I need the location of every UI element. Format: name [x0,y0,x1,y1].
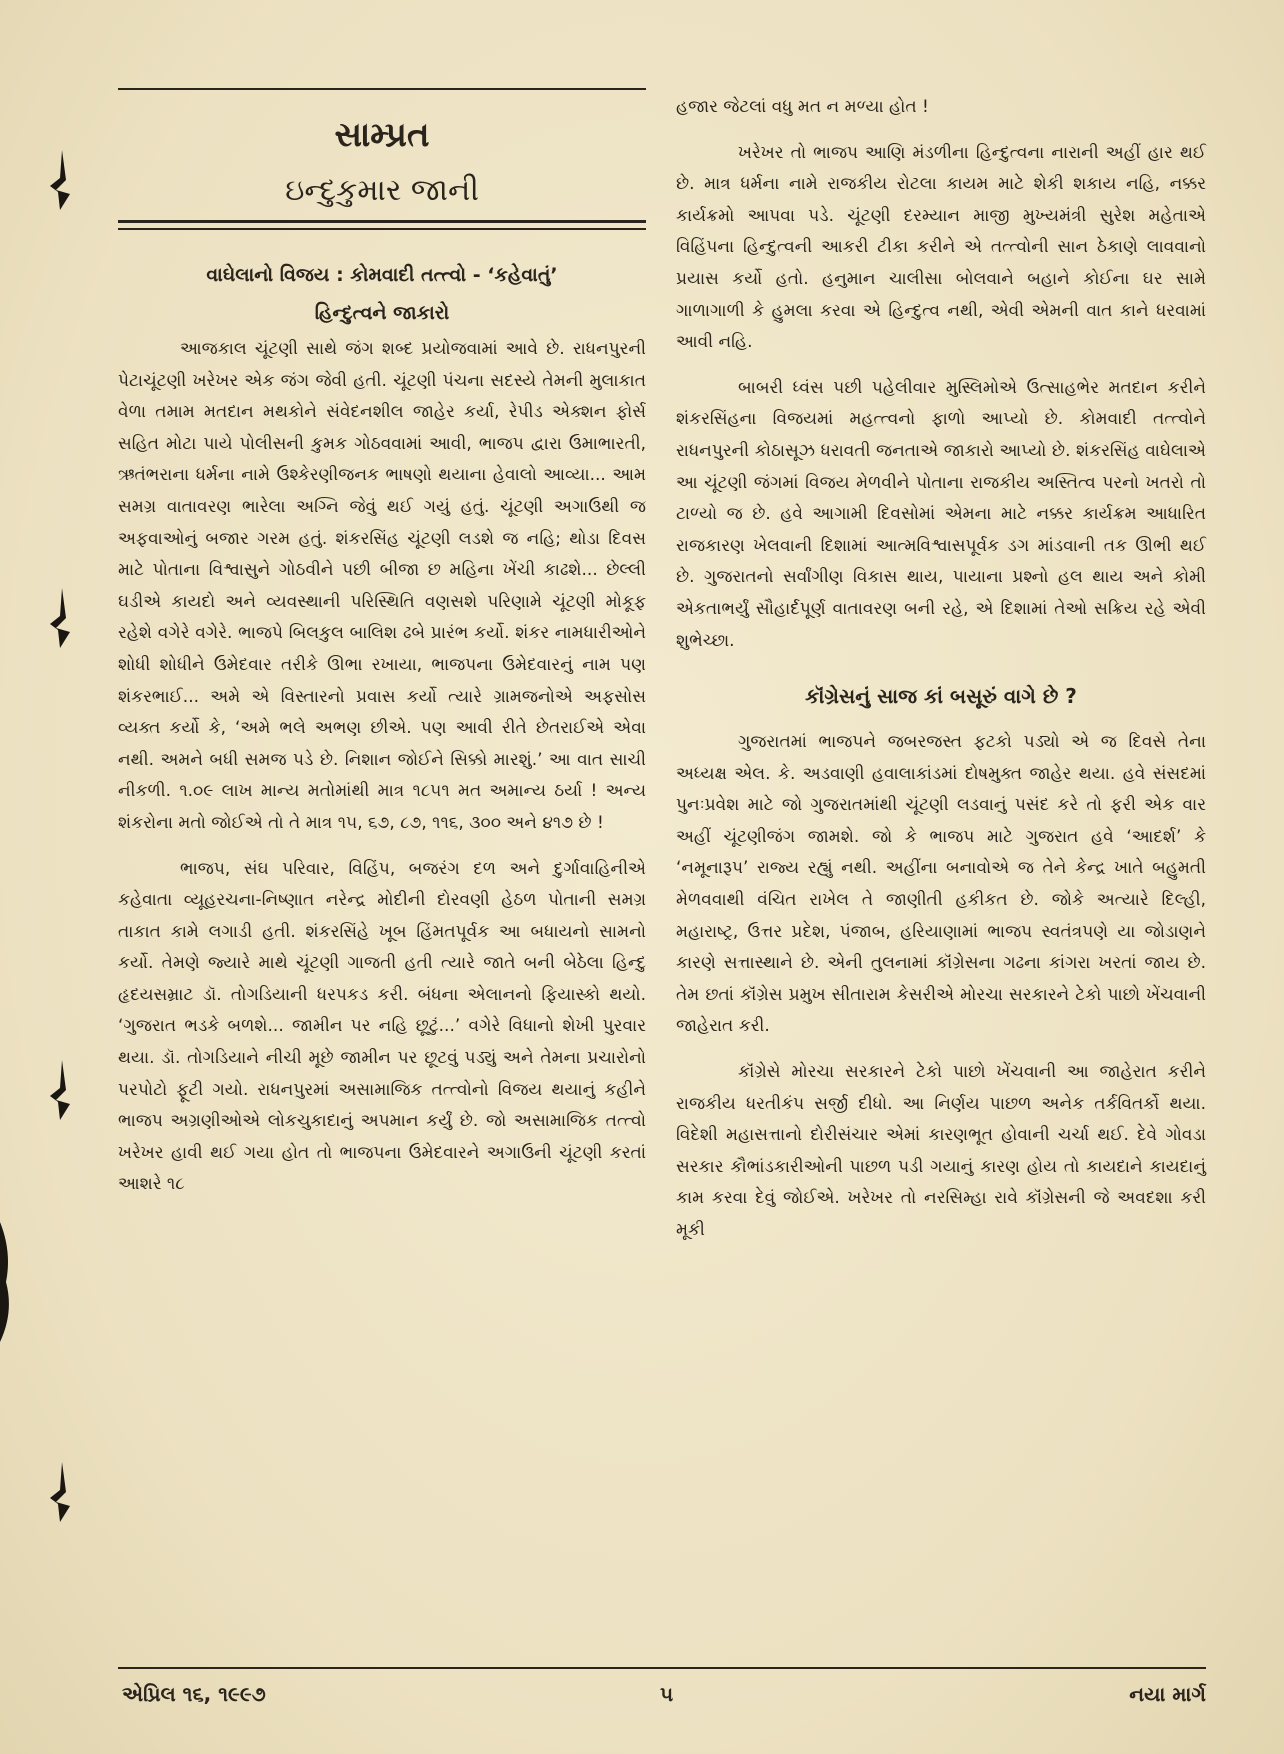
article-paragraph: ભાજપ, સંઘ પરિવાર, વિહિંપ, બજરંગ દળ અને દુર્ગાવાહિનીએ કહેવાતા વ્યૂહરચના-નિષ્ણાત નરેન્દ્ર મોદીની દોરવણી હેઠળ પોતાની સમગ્ર તાકાત કામે લગાડી હતી. શંકરસિંહે ખૂબ હિંમતપૂર્વક આ બધાયનો સામનો કર્યો. તેમણે જ્યારે માથે ચૂંટણી ગાજતી હતી ત્યારે જાતે બની બેઠેલા હિન્દુ હૃદયસમ્રાટ ડૉ. તોગડિયાની ધરપકડ કરી. બંધના એલાનનો ફિયાસ્કો થયો. ‘ગુજરાત ભડકે બળશે... જામીન પર નહિ છૂટું...’ વગેરે વિધાનો શેખી પુરવાર થયા. ડૉ. તોગડિયાને નીચી મૂછે જામીન પર છૂટવું પડ્યું અને તેમના પ્રચારોનો પરપોટો ફૂટી ગયો. રાધનપુરમાં અસામાજિક તત્ત્વોનો વિજય થયાનું કહીને ભાજપ અગ્રણીઓએ લોકચુકાદાનું અપમાન કર્યું છે. જો અસામાજિક તત્ત્વો ખરેખર હાવી થઈ ગયા હોત તો ભાજપના ઉમેદવારને અગાઉની ચૂંટણી કરતાં આશરે ૧૮ [118,858,646,1195]
magazine-name: નયા માર્ગ [1129,1682,1206,1706]
issue-date: એપ્રિલ ૧૬, ૧૯૯૭ [122,1682,266,1706]
binding-hole-mark [48,1060,74,1120]
page-number: ૫ [660,1682,674,1706]
article-paragraph: બાબરી ધ્વંસ પછી પહેલીવાર મુસ્લિમોએ ઉત્સાહભેર મતદાન કરીને શંકરસિંહના વિજયમાં મહત્ત્વનો ફાળો આપ્યો છે. કોમવાદી તત્ત્વોને રાધનપુરની કોઠાસૂઝ ધરાવતી જનતાએ જાકારો આપ્યો છે. શંકરસિંહ વાઘેલાએ આ ચૂંટણી જંગમાં વિજય મેળવીને પોતાના રાજકીય અસ્તિત્વ પરનો ખતરો તો ટાળ્યો જ છે. હવે આગામી દિવસોમાં એમના માટે નક્કર કાર્યક્રમ આધારિત રાજકારણ ખેલવાની દિશામાં આત્મવિશ્વાસપૂર્વક ડગ માંડવાની તક ઊભી થઈ છે. ગુજરાતનો સર્વાંગીણ વિકાસ થાય, પાયાના પ્રશ્નો હલ થાય અને કોમી એકતાભર્યું સૌહાર્દપૂર્ણ વાતાવરણ બની રહે, એ દિશામાં તેઓ સક્રિય રહે એવી શુભેચ્છા. [676,377,1206,651]
article2-paragraph: કૉંગ્રેસે મોરચા સરકારને ટેકો પાછો ખેંચવાની આ જાહેરાત કરીને રાજકીય ધરતીકંપ સર્જી દીધો. આ નિર્ણય પાછળ અનેક તર્કવિતર્કો થયા. વિદેશી મહાસત્તાનો દોરીસંચાર એમાં કારણભૂત હોવાની ચર્ચા થઈ. દેવે ગોવડા સરકાર કૌભાંડકારીઓની પાછળ પડી ગયાનું કારણ હોય તો કાયદાને કાયદાનું કામ કરવા દેવું જોઈએ. ખરેખર તો નરસિમ્હા રાવે કૉંગ્રેસની જે અવદશા કરી મૂકી [676,1062,1206,1240]
torn-edge-mark [0,1222,14,1342]
binding-hole-mark [48,588,74,648]
article-paragraph: આજકાલ ચૂંટણી સાથે જંગ શબ્દ પ્રયોજવામાં આવે છે. રાધનપુરની પેટાચૂંટણી ખરેખર એક જંગ જેવી હતી. ચૂંટણી પંચના સદસ્યે તેમની મુલાકાત વેળા તમામ મતદાન મથકોને સંવેદનશીલ જાહેર કર્યા, રેપીડ એક્શન ફોર્સ સહિત મોટા પાયે પોલીસની કુમક ગોઠવવામાં આવી, ભાજપ દ્વારા ઉમાભારતી, ઋતંભરાના ધર્મના નામે ઉશ્કેરણીજનક ભાષણો થયાના હેવાલો આવ્યા... આમ સમગ્ર વાતાવરણ ભારેલા અગ્નિ જેવું થઈ ગયું હતું. ચૂંટણી અગાઉથી જ અફવાઓનું બજાર ગરમ હતું. શંકરસિંહ ચૂંટણી લડશે જ નહિ; થોડા દિવસ માટે પોતાના વિશ્વાસુને ગોઠવીને પછી બીજા છ મહિના ખેંચી કાઢશે... છેલ્લી ઘડીએ કાયદો અને વ્યવસ્થાની પરિસ્થિતિ વણસશે પરિણામે ચૂંટણી મોકૂફ રહેશે વગેરે વગેરે. ભાજપે બિલકુલ બાલિશ ઢબે પ્રારંભ કર્યો. શંકર નામધારીઓને શોધી શોધીને ઉમેદવાર તરીકે ઊભા રખાયા, ભાજપના ઉમેદવારનું નામ પણ શંકરભાઈ... અમે એ વિસ્તારનો પ્રવાસ કર્યો ત્યારે ગ્રામજનોએ અફસોસ વ્યક્ત કર્યો કે, ‘અમે ભલે અભણ છીએ. પણ આવી રીતે છેતરાઈએ એવા નથી. અમને બધી સમજ પડે છે. નિશાન જોઈને સિક્કો મારશું.’ આ વાત સાચી નીકળી. ૧.૦૯ લાખ માન્ય મતોમાંથી માત્ર ૧૮૫૧ મત અમાન્ય ઠર્યા ! અન્ય શંકરોના મતો જોઈએ તો તે માત્ર ૧૫, ૬૭, ૮૭, ૧૧૬, ૩૦૦ અને ૪૧૭ છે ! [118,339,646,833]
article-headline-line2: હિન્દુત્વને જાકારો [314,302,450,324]
article-paragraph: ખરેખર તો ભાજપ આણિ મંડળીના હિન્દુત્વના નારાની અહીં હાર થઈ છે. માત્ર ધર્મના નામે રાજકીય રોટલા કાયમ માટે શેકી શકાય નહિ, નક્કર કાર્યક્રમો આપવા પડે. ચૂંટણી દરમ્યાન માજી મુખ્યમંત્રી સુરેશ મહેતાએ વિહિંપના હિન્દુત્વની આકરી ટીકા કરીને એ તત્ત્વોની સાન ઠેકાણે લાવવાનો પ્રયાસ કર્યો હતો. હનુમાન ચાલીસા બોલવાને બહાને કોઈના ઘર સામે ગાળાગાળી કે હુમલા કરવા એ હિન્દુત્વ નથી, એવી એમની વાત કાને ધરવામાં આવી નહિ. [676,142,1206,353]
binding-hole-mark [48,150,74,210]
page-footer [0,1682,1284,1722]
author-name: ઇન્દુકુમાર જાની [285,173,479,208]
article-headline: વાઘેલાનો વિજય : કોમવાદી તત્ત્વો - ‘કહેવાતું’ [206,264,558,286]
footer-rule [118,1667,1206,1669]
article-paragraph-continued: હજાર જેટલાં વધુ મત ન મળ્યા હોત ! [676,97,929,117]
article2-headline: કૉંગ્રેસનું સાજ કાં બસૂરું વાગે છે ? [805,684,1077,709]
left-column [118,88,646,1201]
binding-hole-mark [48,1462,74,1522]
double-rule-lower [118,228,646,230]
double-rule [118,220,646,223]
section-title: સામ્પ્રત [334,115,430,155]
right-column [676,88,1206,1247]
top-rule [118,88,646,90]
article2-paragraph: ગુજરાતમાં ભાજપને જબરજસ્ત ફટકો પડ્યો એ જ દિવસે તેના અધ્યક્ષ એલ. કે. અડવાણી હવાલાકાંડમાં દોષમુક્ત જાહેર થયા. હવે સંસદમાં પુનઃપ્રવેશ માટે જો ગુજરાતમાંથી ચૂંટણી લડવાનું પસંદ કરે તો ફરી એક વાર અહીં ચૂંટણીજંગ જામશે. જો કે ભાજપ માટે ગુજરાત હવે ‘આદર્શ’ કે ‘નમૂનારૂપ’ રાજ્ય રહ્યું નથી. અહીંના બનાવોએ જ તેને કેન્દ્ર ખાતે બહુમતી મેળવવાથી વંચિત રાખેલ તે જાણીતી હકીકત છે. જોકે અત્યારે દિલ્હી, મહારાષ્ટ્ર, ઉત્તર પ્રદેશ, પંજાબ, હરિયાણામાં ભાજપ સ્વતંત્રપણે યા જોડાણને કારણે સત્તાસ્થાને છે. એની તુલનામાં કૉંગ્રેસના ગઢના કાંગરા ખરતાં જાય છે. તેમ છતાં કૉંગ્રેસ પ્રમુખ સીતારામ કેસરીએ મોરચા સરકારને ટેકો પાછો ખેંચવાની જાહેરાત કરી. [676,732,1206,1037]
